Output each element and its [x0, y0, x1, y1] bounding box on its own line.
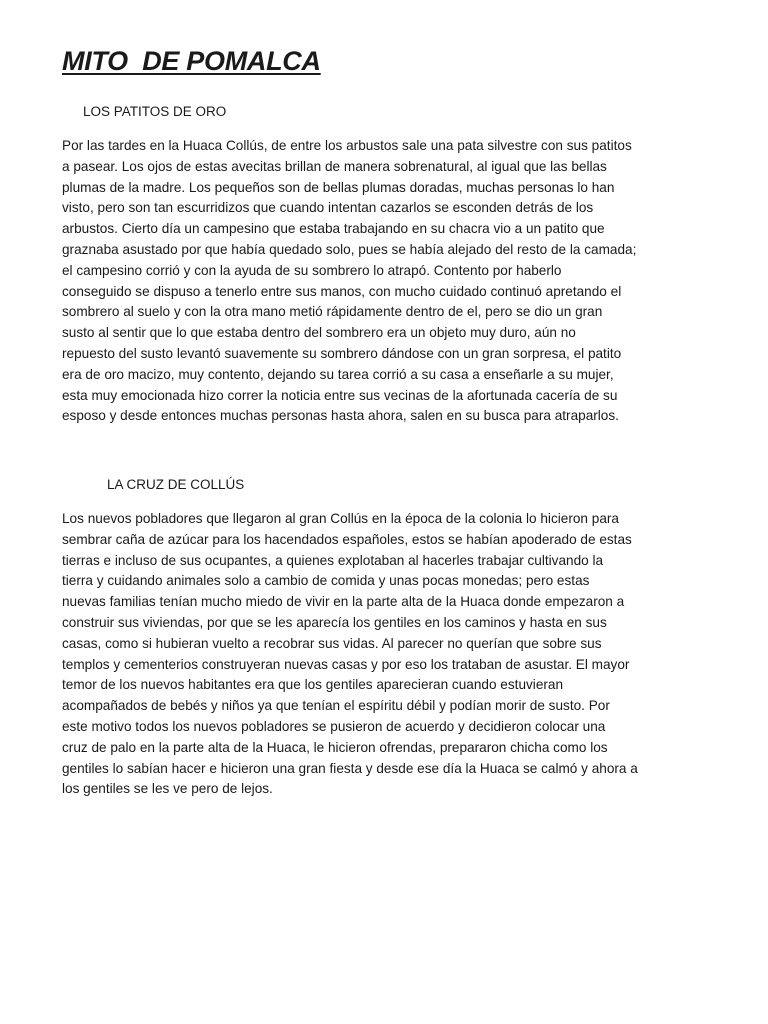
- paragraph-line: tierras e incluso de sus ocupantes, a quienes explotaban al hacerles trabajar cultivando la: [62, 552, 604, 568]
- paragraph-line: los gentiles se les ve pero de lejos.: [62, 781, 273, 797]
- paragraph-line: graznaba asustado por que había quedado solo, pues se había alejado del resto de la camada;: [62, 241, 637, 257]
- paragraph-line: susto al sentir que lo que estaba dentro del sombrero era un objeto muy duro, aún no: [62, 325, 576, 341]
- paragraph-line: arbustos. Cierto día un campesino que estaba trabajando en su chacra vio a un patito que: [62, 221, 605, 237]
- section-heading-patitos: LOS PATITOS DE ORO: [83, 104, 227, 119]
- paragraph-line: el campesino corrió y con la ayuda de su sombrero lo atrapó. Contento por haberlo: [62, 262, 562, 278]
- paragraph-line: este motivo todos los nuevos pobladores se pusieron de acuerdo y decidieron colocar una: [62, 718, 606, 734]
- paragraph-line: sembrar caña de azúcar para los hacendados españoles, estos se habían apoderado de estas: [62, 531, 632, 547]
- paragraph-line: acompañados de bebés y niños ya que tenían el espíritu débil y podían morir de susto. Por: [62, 698, 610, 714]
- paragraph-line: era de oro macizo, muy contento, dejando su tarea corrió a su casa a enseñarle a su mujer,: [62, 366, 614, 382]
- document-title: MITO DE POMALCA: [62, 46, 321, 76]
- paragraph-line: sombrero al suelo y con la otra mano metió rápidamente dentro de el, pero se dio un gran: [62, 304, 603, 320]
- paragraph-line: visto, pero son tan escurridizos que cuando intentan cazarlos se esconden detrás de los: [62, 200, 594, 216]
- paragraph-line: Por las tardes en la Huaca Collús, de entre los arbustos sale una pata silvestre con sus patitos: [62, 138, 632, 153]
- paragraph-line: temor de los nuevos habitantes era que los gentiles aparecieran cuando estuvieran: [62, 677, 564, 693]
- paragraph-line: esposo y desde entonces muchas personas hasta ahora, salen en su busca para atraparlos.: [62, 408, 619, 424]
- paragraph-line: cruz de palo en la parte alta de la Huaca, le hicieron ofrendas, prepararon chicha como los: [62, 739, 608, 755]
- section-body-cruz: [62, 509, 662, 800]
- paragraph-line: nuevas familias tenían mucho miedo de vivir en la parte alta de la Huaca donde empezaron a: [62, 594, 625, 610]
- paragraph-line: casas, como si hubieran vuelto a recobrar sus vidas. Al parecer no querían que sobre sus: [62, 635, 602, 651]
- paragraph-line: conseguido se dispuso a tenerlo entre sus manos, con mucho cuidado continuó apretando el: [62, 283, 622, 299]
- paragraph-line: gentiles lo sabían hacer e hicieron una gran fiesta y desde ese día la Huaca se calmó y ahora a: [62, 760, 638, 776]
- paragraph-line: repuesto del susto levantó suavemente su sombrero dándose con un gran sorpresa, el patito: [62, 345, 622, 361]
- paragraph-line: tierra y cuidando animales solo a cambio de comida y unas pocas monedas; pero estas: [62, 573, 590, 589]
- paragraph-line: construir sus viviendas, por que se les aparecía los gentiles en los caminos y hasta en sus: [62, 614, 607, 630]
- paragraph-line: esta muy emocionada hizo correr la noticia entre sus vecinas de la afortunada cacería de su: [62, 387, 618, 403]
- section-body-patitos: [62, 136, 662, 427]
- paragraph-line: templos y cementerios construyeran nuevas casas y por eso los trataban de asustar. El mayor: [62, 656, 630, 672]
- paragraph-line: Los nuevos pobladores que llegaron al gran Collús en la época de la colonia lo hicieron para: [62, 511, 619, 526]
- paragraph-line: plumas de la madre. Los pequeños son de bellas plumas doradas, muchas personas lo han: [62, 179, 615, 195]
- section-heading-cruz: LA CRUZ DE COLLÚS: [107, 477, 245, 492]
- paragraph-line: a pasear. Los ojos de estas avecitas brillan de manera sobrenatural, al igual que las bellas: [62, 158, 607, 174]
